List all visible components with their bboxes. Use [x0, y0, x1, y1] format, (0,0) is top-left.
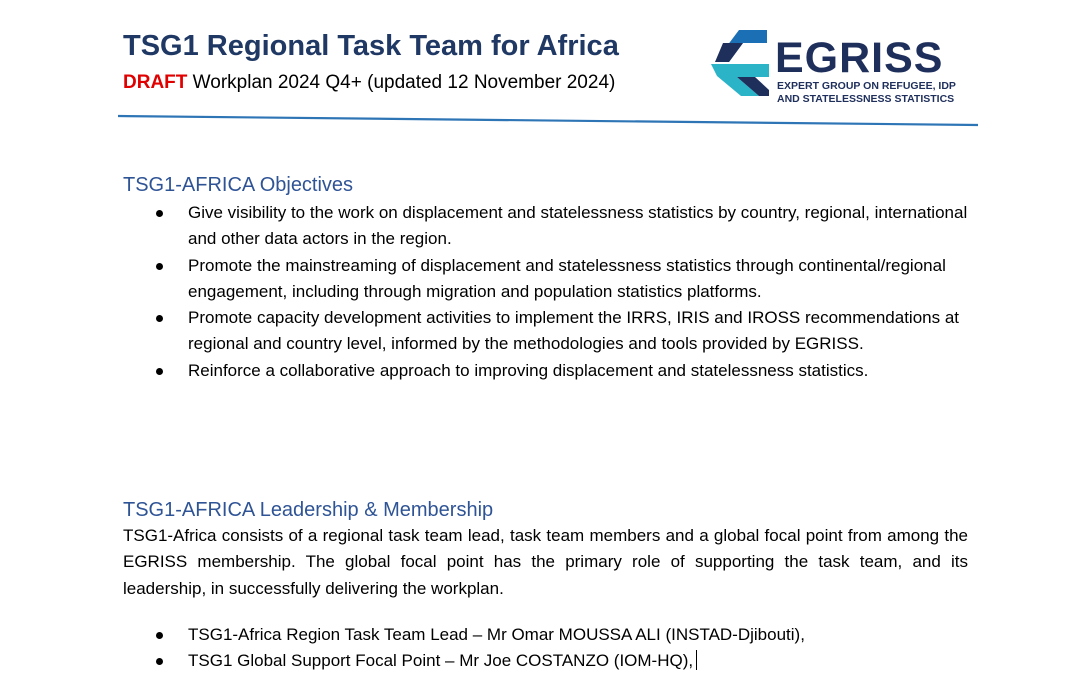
- subtitle-text: Workplan 2024 Q4+ (updated 12 November 2024): [187, 72, 616, 93]
- document-subtitle: [123, 70, 615, 96]
- list-item: [123, 305, 968, 358]
- list-item: [123, 648, 968, 674]
- egriss-logo-mark-icon: [707, 28, 773, 96]
- bullet-icon: [156, 368, 163, 375]
- document-title: TSG1 Regional Task Team for Africa: [123, 30, 619, 62]
- objectives-list: [123, 200, 968, 384]
- draft-label: DRAFT: [123, 72, 188, 93]
- objectives-section: [123, 172, 968, 384]
- egriss-tagline-line-1: EXPERT GROUP ON REFUGEE, IDP: [777, 80, 956, 92]
- leadership-section: [123, 497, 968, 674]
- leadership-paragraph: TSG1-Africa consists of a regional task team lead, task team members and a global focal point from among the EGRISS membership. The global focal point has the primary role of supporting the task team, and its leadership, in successfully delivering the workplan.: [123, 526, 968, 598]
- bullet-icon: [156, 632, 163, 639]
- objective-text: Reinforce a collaborative approach to improving displacement and statelessness statistics.: [188, 360, 869, 380]
- list-item: [123, 200, 968, 253]
- member-text: TSG1 Global Support Focal Point – Mr Joe COSTANZO (IOM-HQ),: [188, 651, 694, 671]
- bullet-icon: [156, 263, 163, 270]
- document-header: [0, 0, 1087, 130]
- text-cursor[interactable]: [696, 650, 697, 670]
- egriss-wordmark: EGRISS: [775, 34, 944, 82]
- egriss-logo: [707, 28, 967, 108]
- list-item: [123, 253, 968, 306]
- bullet-icon: [156, 658, 163, 665]
- objective-text: Promote capacity development activities to implement the IRRS, IRIS and IROSS recommendations at regional and country level, informed by the methodologies and tools provided by EGRISS.: [188, 308, 960, 354]
- member-text: TSG1-Africa Region Task Team Lead – Mr Omar MOUSSA ALI (INSTAD-Djibouti),: [188, 624, 805, 644]
- list-item: [123, 358, 968, 384]
- leadership-heading: TSG1-AFRICA Leadership & Membership: [123, 499, 494, 521]
- bullet-icon: [156, 315, 163, 322]
- egriss-tagline: [777, 80, 956, 106]
- objective-text: Give visibility to the work on displacement and statelessness statistics by country, regional, international and other data actors in the region.: [188, 203, 968, 249]
- objective-text: Promote the mainstreaming of displacement and statelessness statistics through continental/regional engagement, including through migration and population statistics platforms.: [188, 255, 946, 301]
- leadership-list: [123, 622, 968, 675]
- egriss-tagline-line-2: AND STATELESSNESS STATISTICS: [777, 93, 955, 105]
- list-item: [123, 622, 968, 648]
- bullet-icon: [156, 210, 163, 217]
- objectives-heading: TSG1-AFRICA Objectives: [123, 174, 354, 196]
- header-divider: [118, 114, 978, 128]
